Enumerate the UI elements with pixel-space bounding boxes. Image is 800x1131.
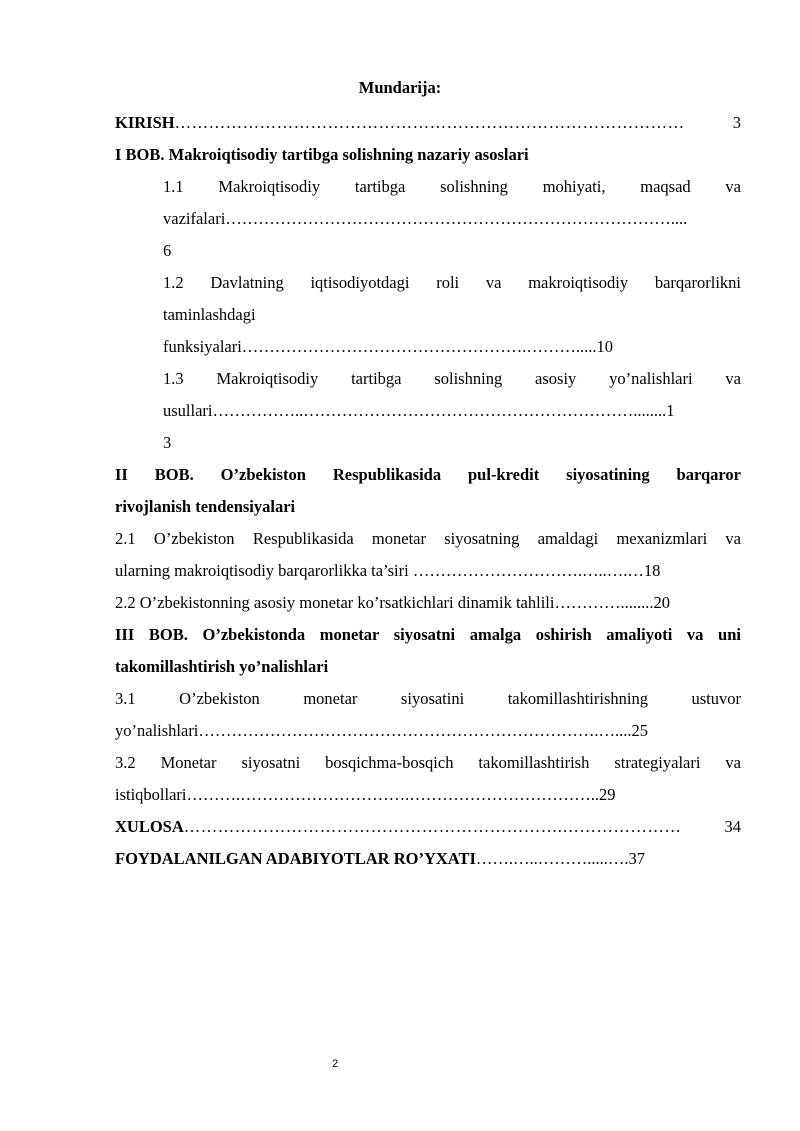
toc-list xyxy=(115,107,741,875)
toc-chapter-1: I BOB. Makroiqtisodiy tartibga solishning nazariy asoslari xyxy=(115,145,529,164)
toc-entry-page: 34 xyxy=(724,817,741,836)
toc-section-3-1-line1: 3.1 O’zbekiston monetar siyosatini takomillashtirishning ustuvor xyxy=(115,689,741,708)
toc-entry-references xyxy=(115,843,741,875)
toc-section-2-2: 2.2 O’zbekistonning asosiy monetar ko’rsatkichlari dinamik tahlili…………........20 xyxy=(115,593,670,612)
toc-section-3-2-line2: istiqbollari……….………………………….……………………………..29 xyxy=(115,785,616,804)
toc-leader-dots: …….…..……….....…. xyxy=(475,849,629,868)
toc-entry-page: 3 xyxy=(732,113,741,132)
toc-section-2-1-line1: 2.1 O’zbekiston Respublikasida monetar siyosatning amaldagi mexanizmlari va xyxy=(115,529,741,548)
toc-section-3-2-line1: 3.2 Monetar siyosatni bosqichma-bosqich takomillashtirish strategiyalari va xyxy=(115,753,741,772)
toc-section-1-2-line2: taminlashdagi xyxy=(163,305,256,324)
toc-entry-xulosa xyxy=(115,811,741,843)
toc-entry-page: 37 xyxy=(628,849,646,868)
toc-section-1-1-line1: 1.1 Makroiqtisodiy tartibga solishning mohiyati, maqsad va xyxy=(163,177,741,196)
toc-title: Mundarija: xyxy=(358,78,442,97)
toc-chapter-3-line1: III BOB. O’zbekistonda monetar siyosatni amalga oshirish amaliyoti va uni xyxy=(115,625,741,644)
toc-section-1-1-line2: vazifalari……………………………………………………………………….... xyxy=(163,209,688,228)
toc-entry-label: FOYDALANILGAN ADABIYOTLAR RO’YXATI xyxy=(115,849,476,868)
toc-entry-label: XULOSA xyxy=(115,817,184,836)
toc-section-1-2-line3: funksiyalari…………………………………………….……….....10 xyxy=(163,337,614,356)
toc-section-3-1-line2: yo’nalishlari……………………………………………………………….…....25 xyxy=(115,721,649,740)
toc-leader-dots: ……………………………………………………………………………… xyxy=(174,113,685,132)
toc-chapter-2-line1: II BOB. O’zbekiston Respublikasida pul-kredit siyosatining barqaror xyxy=(115,465,741,484)
toc-leader-dots: ………………………………………………………….………………… xyxy=(183,817,682,836)
toc-section-1-3-line2: usullari……………..……………………………………………………........1 xyxy=(163,401,675,420)
toc-section-1-3-page: 3 xyxy=(163,433,172,452)
toc-section-2-1-line2: ularning makroiqtisodiy barqarorlikka ta’siri ………………………….…..….…18 xyxy=(115,561,661,580)
page-number: 2 xyxy=(331,1058,339,1070)
toc-section-1-2-line1: 1.2 Davlatning iqtisodiyotdagi roli va makroiqtisodiy barqarorlikni xyxy=(163,273,741,292)
toc-entry-label: KIRISH xyxy=(115,113,175,132)
toc-chapter-2-line2: rivojlanish tendensiyalari xyxy=(115,497,296,516)
toc-chapter-3-line2: takomillashtirish yo’nalishlari xyxy=(115,657,329,676)
toc-section-1-1-page: 6 xyxy=(163,241,172,260)
toc-entry-kirish xyxy=(115,107,741,139)
toc-section-1-3-line1: 1.3 Makroiqtisodiy tartibga solishning asosiy yo’nalishlari va xyxy=(163,369,741,388)
